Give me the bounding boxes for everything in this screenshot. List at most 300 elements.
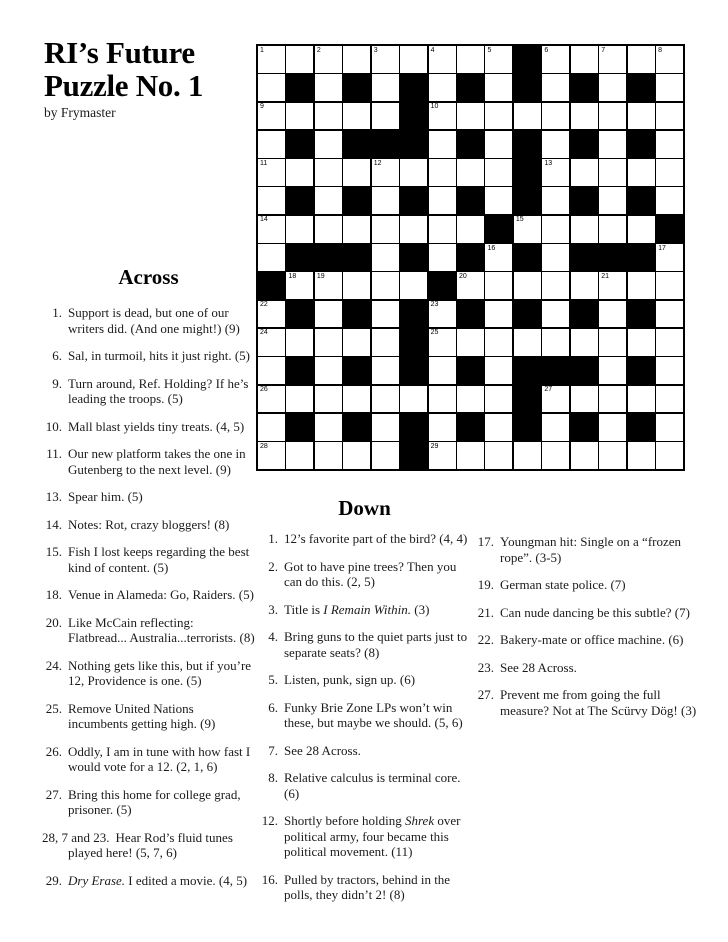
white-cell[interactable]: [258, 103, 285, 130]
clue-text: Listen, punk, sign up. (6): [284, 672, 416, 687]
clue-item: [474, 632, 704, 648]
white-cell[interactable]: [258, 187, 285, 214]
black-cell: [343, 74, 370, 101]
white-cell[interactable]: [258, 216, 285, 243]
white-cell[interactable]: [656, 329, 683, 356]
white-cell[interactable]: [258, 386, 285, 413]
clue-number: 11.: [46, 446, 62, 461]
white-cell[interactable]: [372, 74, 399, 101]
black-cell: [514, 46, 541, 73]
clue-item: [42, 305, 255, 336]
white-cell[interactable]: [429, 216, 456, 243]
white-cell[interactable]: [599, 46, 626, 73]
white-cell[interactable]: [656, 414, 683, 441]
white-cell[interactable]: [429, 131, 456, 158]
white-cell[interactable]: [542, 103, 569, 130]
across-section: [42, 265, 255, 900]
white-cell[interactable]: [315, 131, 342, 158]
white-cell[interactable]: [571, 442, 598, 469]
clue-item: [474, 660, 704, 676]
white-cell[interactable]: [628, 272, 655, 299]
white-cell[interactable]: [372, 272, 399, 299]
black-cell: [286, 131, 313, 158]
black-cell: [514, 244, 541, 271]
white-cell[interactable]: [599, 272, 626, 299]
white-cell[interactable]: [315, 272, 342, 299]
black-cell: [429, 272, 456, 299]
white-cell[interactable]: [628, 46, 655, 73]
white-cell[interactable]: [315, 301, 342, 328]
black-cell: [286, 301, 313, 328]
white-cell[interactable]: [542, 159, 569, 186]
black-cell: [514, 74, 541, 101]
cell-number: 27: [544, 386, 553, 394]
white-cell[interactable]: [656, 74, 683, 101]
clue-number: 19.: [477, 577, 494, 592]
clue-number: 20.: [45, 614, 62, 630]
white-cell[interactable]: [372, 386, 399, 413]
black-cell: [571, 74, 598, 101]
white-cell[interactable]: [343, 272, 370, 299]
clue-item: [42, 658, 255, 689]
white-cell[interactable]: [656, 187, 683, 214]
white-cell[interactable]: [457, 46, 484, 73]
white-cell[interactable]: [429, 301, 456, 328]
white-cell[interactable]: [599, 442, 626, 469]
white-cell[interactable]: [628, 103, 655, 130]
white-cell[interactable]: [656, 386, 683, 413]
white-cell[interactable]: [286, 386, 313, 413]
clue-number: 23.: [477, 659, 494, 675]
white-cell[interactable]: [315, 357, 342, 384]
black-cell: [628, 187, 655, 214]
white-cell[interactable]: [400, 272, 427, 299]
clue-item: [474, 534, 704, 565]
white-cell[interactable]: [571, 46, 598, 73]
clue-item: [258, 770, 471, 801]
white-cell[interactable]: [485, 301, 512, 328]
white-cell[interactable]: [457, 386, 484, 413]
clue-number: 28, 7 and 23.: [42, 829, 110, 845]
white-cell[interactable]: [429, 159, 456, 186]
clue-item: [474, 687, 704, 718]
clue-text: Got to have pine trees? Then you can do this. (2, 5): [284, 558, 457, 589]
white-cell[interactable]: [258, 131, 285, 158]
white-cell[interactable]: [656, 159, 683, 186]
clue-number: 29.: [45, 872, 62, 888]
white-cell[interactable]: [571, 272, 598, 299]
black-cell: [343, 187, 370, 214]
cell-number: 9: [260, 103, 264, 111]
across-heading: Across: [118, 265, 179, 289]
black-cell: [258, 272, 285, 299]
white-cell[interactable]: [315, 103, 342, 130]
white-cell[interactable]: [542, 131, 569, 158]
white-cell[interactable]: [542, 442, 569, 469]
white-cell[interactable]: [429, 74, 456, 101]
white-cell[interactable]: [315, 329, 342, 356]
clue-item: [42, 744, 255, 775]
white-cell[interactable]: [258, 442, 285, 469]
clue-item: [42, 419, 255, 435]
clue-number: 16.: [261, 871, 278, 887]
puzzle-title-line2: Puzzle No. 1: [44, 68, 204, 103]
clue-item: [42, 873, 255, 889]
cell-number: 25: [430, 329, 439, 337]
down-clues-col1: [258, 531, 471, 915]
cell-number: 24: [260, 329, 268, 337]
cell-number: 7: [601, 46, 606, 54]
white-cell[interactable]: [599, 74, 626, 101]
white-cell[interactable]: [286, 46, 313, 73]
clue-item: [258, 700, 471, 731]
white-cell[interactable]: [343, 216, 370, 243]
white-cell[interactable]: [485, 357, 512, 384]
white-cell[interactable]: [372, 159, 399, 186]
white-cell[interactable]: [599, 103, 626, 130]
white-cell[interactable]: [315, 159, 342, 186]
white-cell[interactable]: [514, 272, 541, 299]
white-cell[interactable]: [343, 159, 370, 186]
clue-item: [42, 544, 255, 575]
white-cell[interactable]: [315, 386, 342, 413]
white-cell[interactable]: [542, 329, 569, 356]
white-cell[interactable]: [542, 244, 569, 271]
white-cell[interactable]: [315, 187, 342, 214]
white-cell[interactable]: [315, 414, 342, 441]
black-cell: [315, 244, 342, 271]
white-cell[interactable]: [542, 272, 569, 299]
clue-text: Notes: Rot, crazy bloggers! (8): [68, 516, 230, 532]
white-cell[interactable]: [400, 216, 427, 243]
white-cell[interactable]: [400, 386, 427, 413]
white-cell[interactable]: [485, 46, 512, 73]
cell-number: 18: [288, 272, 297, 280]
white-cell[interactable]: [599, 414, 626, 441]
white-cell[interactable]: [542, 187, 569, 214]
white-cell[interactable]: [628, 442, 655, 469]
white-cell[interactable]: [656, 46, 683, 73]
clue-text: Venue in Alameda: Go, Raiders. (5): [68, 587, 254, 602]
cell-number: 1: [260, 46, 264, 54]
white-cell[interactable]: [286, 329, 313, 356]
white-cell[interactable]: [258, 414, 285, 441]
white-cell[interactable]: [542, 386, 569, 413]
white-cell[interactable]: [258, 301, 285, 328]
white-cell[interactable]: [485, 159, 512, 186]
clue-text: Funky Brie Zone LPs won’t win these, but maybe we should. (5, 6): [284, 699, 463, 730]
clue-item: [474, 605, 704, 621]
white-cell[interactable]: [599, 216, 626, 243]
clue-number: 24.: [45, 657, 62, 673]
white-cell[interactable]: [656, 357, 683, 384]
cell-number: 5: [487, 46, 492, 54]
black-cell: [628, 74, 655, 101]
clue-number: 22.: [477, 632, 494, 647]
white-cell[interactable]: [286, 216, 313, 243]
black-cell: [343, 244, 370, 271]
white-cell[interactable]: [485, 414, 512, 441]
cell-number: 21: [601, 272, 609, 280]
clue-text: Bring guns to the quiet parts just to separate seats? (8): [284, 629, 468, 660]
white-cell[interactable]: [457, 216, 484, 243]
black-cell: [485, 216, 512, 243]
black-cell: [400, 442, 427, 469]
clue-text: See 28 Across.: [284, 742, 361, 758]
clue-number: 6.: [268, 699, 278, 715]
white-cell[interactable]: [542, 414, 569, 441]
white-cell[interactable]: [372, 414, 399, 441]
cell-number: 12: [373, 159, 382, 167]
black-cell: [571, 187, 598, 214]
white-cell[interactable]: [429, 187, 456, 214]
white-cell[interactable]: [514, 442, 541, 469]
white-cell[interactable]: [514, 216, 541, 243]
white-cell[interactable]: [372, 103, 399, 130]
white-cell[interactable]: [372, 216, 399, 243]
clue-text: Sal, in turmoil, hits it just right. (5): [68, 348, 250, 363]
clue-number: 15.: [45, 544, 62, 559]
white-cell[interactable]: [542, 74, 569, 101]
clue-text: Nothing gets like this, but if you’re 12, Providence is one. (5): [68, 657, 252, 688]
clue-item: [42, 517, 255, 533]
black-cell: [571, 244, 598, 271]
clue-item: [258, 813, 471, 860]
white-cell[interactable]: [514, 329, 541, 356]
white-cell[interactable]: [485, 74, 512, 101]
white-cell[interactable]: [485, 386, 512, 413]
white-cell[interactable]: [258, 74, 285, 101]
clue-item: [258, 672, 471, 688]
white-cell[interactable]: [343, 442, 370, 469]
white-cell[interactable]: [286, 159, 313, 186]
black-cell: [343, 357, 370, 384]
white-cell[interactable]: [457, 272, 484, 299]
white-cell[interactable]: [485, 272, 512, 299]
white-cell[interactable]: [343, 386, 370, 413]
white-cell[interactable]: [599, 386, 626, 413]
white-cell[interactable]: [485, 103, 512, 130]
white-cell[interactable]: [315, 442, 342, 469]
clue-number: 4.: [268, 629, 278, 644]
clue-item: [42, 615, 255, 646]
clue-item: [258, 743, 471, 759]
black-cell: [457, 357, 484, 384]
white-cell[interactable]: [656, 131, 683, 158]
white-cell[interactable]: [429, 442, 456, 469]
black-cell: [343, 414, 370, 441]
clue-item: [42, 787, 255, 818]
cell-number: 4: [430, 46, 435, 54]
white-cell[interactable]: [656, 272, 683, 299]
white-cell[interactable]: [372, 301, 399, 328]
black-cell: [457, 74, 484, 101]
black-cell: [286, 357, 313, 384]
black-cell: [400, 301, 427, 328]
black-cell: [286, 187, 313, 214]
clue-text: Shortly before holding Shrek over political army, four became this political movement. (11): [284, 813, 461, 859]
crossword-grid: [256, 44, 685, 471]
clue-text: Spear him. (5): [68, 489, 143, 504]
white-cell[interactable]: [400, 159, 427, 186]
white-cell[interactable]: [628, 329, 655, 356]
white-cell[interactable]: [372, 46, 399, 73]
white-cell[interactable]: [343, 103, 370, 130]
clue-text: Support is dead, but one of our writers did. (And one might!) (9): [68, 305, 240, 336]
white-cell[interactable]: [457, 159, 484, 186]
white-cell[interactable]: [372, 244, 399, 271]
clue-number: 8.: [268, 770, 278, 785]
black-cell: [400, 414, 427, 441]
white-cell[interactable]: [372, 442, 399, 469]
white-cell[interactable]: [258, 244, 285, 271]
white-cell[interactable]: [628, 216, 655, 243]
white-cell[interactable]: [485, 187, 512, 214]
white-cell[interactable]: [372, 187, 399, 214]
white-cell[interactable]: [429, 414, 456, 441]
white-cell[interactable]: [599, 131, 626, 158]
clue-item: [42, 446, 255, 477]
black-cell: [628, 131, 655, 158]
black-cell: [286, 414, 313, 441]
black-cell: [457, 244, 484, 271]
cell-number: 16: [487, 244, 496, 252]
black-cell: [542, 357, 569, 384]
white-cell[interactable]: [372, 329, 399, 356]
white-cell[interactable]: [599, 187, 626, 214]
white-cell[interactable]: [571, 329, 598, 356]
white-cell[interactable]: [656, 301, 683, 328]
white-cell[interactable]: [599, 159, 626, 186]
black-cell: [656, 216, 683, 243]
white-cell[interactable]: [485, 244, 512, 271]
cell-number: 17: [658, 244, 666, 252]
clue-number: 3.: [268, 601, 278, 617]
white-cell[interactable]: [485, 131, 512, 158]
white-cell[interactable]: [429, 46, 456, 73]
black-cell: [457, 414, 484, 441]
black-cell: [599, 244, 626, 271]
white-cell[interactable]: [628, 386, 655, 413]
clue-item: [258, 559, 471, 590]
white-cell[interactable]: [571, 386, 598, 413]
clue-number: 9.: [52, 375, 62, 391]
white-cell[interactable]: [429, 386, 456, 413]
white-cell[interactable]: [457, 329, 484, 356]
black-cell: [343, 131, 370, 158]
cell-number: 26: [260, 386, 268, 394]
white-cell[interactable]: [258, 46, 285, 73]
black-cell: [628, 357, 655, 384]
white-cell[interactable]: [258, 357, 285, 384]
white-cell[interactable]: [258, 329, 285, 356]
clue-number: 12.: [261, 813, 278, 828]
white-cell[interactable]: [457, 442, 484, 469]
black-cell: [372, 131, 399, 158]
clue-text: German state police. (7): [500, 577, 626, 592]
black-cell: [571, 131, 598, 158]
black-cell: [400, 187, 427, 214]
white-cell[interactable]: [400, 46, 427, 73]
clue-number: 27.: [45, 786, 62, 802]
clue-text: Bring this home for college grad, prisoner. (5): [68, 786, 241, 817]
clue-number: 21.: [477, 604, 494, 620]
white-cell[interactable]: [429, 357, 456, 384]
white-cell[interactable]: [485, 442, 512, 469]
white-cell[interactable]: [315, 216, 342, 243]
white-cell[interactable]: [372, 357, 399, 384]
white-cell[interactable]: [429, 329, 456, 356]
clue-text: Hear Rod’s fluid tunes played here! (5, 7, 6): [68, 829, 233, 860]
white-cell[interactable]: [628, 159, 655, 186]
white-cell[interactable]: [286, 442, 313, 469]
white-cell[interactable]: [258, 159, 285, 186]
white-cell[interactable]: [429, 103, 456, 130]
clue-text: Prevent me from going the full measure? Not at The Scürvy Dög! (3): [500, 687, 697, 718]
clue-text: Bakery-mate or office machine. (6): [500, 632, 684, 647]
white-cell[interactable]: [485, 329, 512, 356]
black-cell: [571, 357, 598, 384]
white-cell[interactable]: [315, 46, 342, 73]
black-cell: [514, 301, 541, 328]
clue-text: Pulled by tractors, behind in the polls, they didn’t 2! (8): [284, 871, 451, 902]
cell-number: 20: [459, 272, 467, 280]
white-cell[interactable]: [315, 74, 342, 101]
black-cell: [628, 414, 655, 441]
white-cell[interactable]: [542, 216, 569, 243]
clue-number: 10.: [45, 418, 62, 434]
black-cell: [571, 414, 598, 441]
white-cell[interactable]: [599, 329, 626, 356]
clue-number: 7.: [268, 742, 278, 758]
white-cell[interactable]: [457, 103, 484, 130]
black-cell: [571, 301, 598, 328]
white-cell[interactable]: [656, 103, 683, 130]
clue-number: 13.: [45, 489, 62, 504]
white-cell[interactable]: [286, 272, 313, 299]
white-cell[interactable]: [656, 442, 683, 469]
white-cell[interactable]: [656, 244, 683, 271]
clue-item: [42, 489, 255, 505]
clue-number: 1.: [268, 531, 278, 546]
clue-item: [42, 830, 255, 861]
black-cell: [514, 386, 541, 413]
down-clues-col2: [474, 534, 704, 730]
black-cell: [514, 131, 541, 158]
white-cell[interactable]: [571, 103, 598, 130]
white-cell[interactable]: [514, 103, 541, 130]
white-cell[interactable]: [542, 301, 569, 328]
cell-number: 11: [260, 159, 268, 167]
cell-number: 8: [658, 46, 662, 54]
clue-item: [474, 577, 704, 593]
white-cell[interactable]: [343, 46, 370, 73]
clue-text: 12’s favorite part of the bird? (4, 4): [284, 531, 468, 546]
cell-number: 22: [260, 301, 268, 309]
white-cell[interactable]: [286, 103, 313, 130]
white-cell[interactable]: [599, 357, 626, 384]
black-cell: [628, 301, 655, 328]
white-cell[interactable]: [343, 329, 370, 356]
white-cell[interactable]: [599, 301, 626, 328]
white-cell[interactable]: [542, 46, 569, 73]
clue-item: [258, 531, 471, 547]
black-cell: [343, 301, 370, 328]
clue-text: Turn around, Ref. Holding? If he’s leading the troops. (5): [68, 375, 249, 406]
white-cell[interactable]: [571, 159, 598, 186]
white-cell[interactable]: [571, 216, 598, 243]
white-cell[interactable]: [429, 244, 456, 271]
